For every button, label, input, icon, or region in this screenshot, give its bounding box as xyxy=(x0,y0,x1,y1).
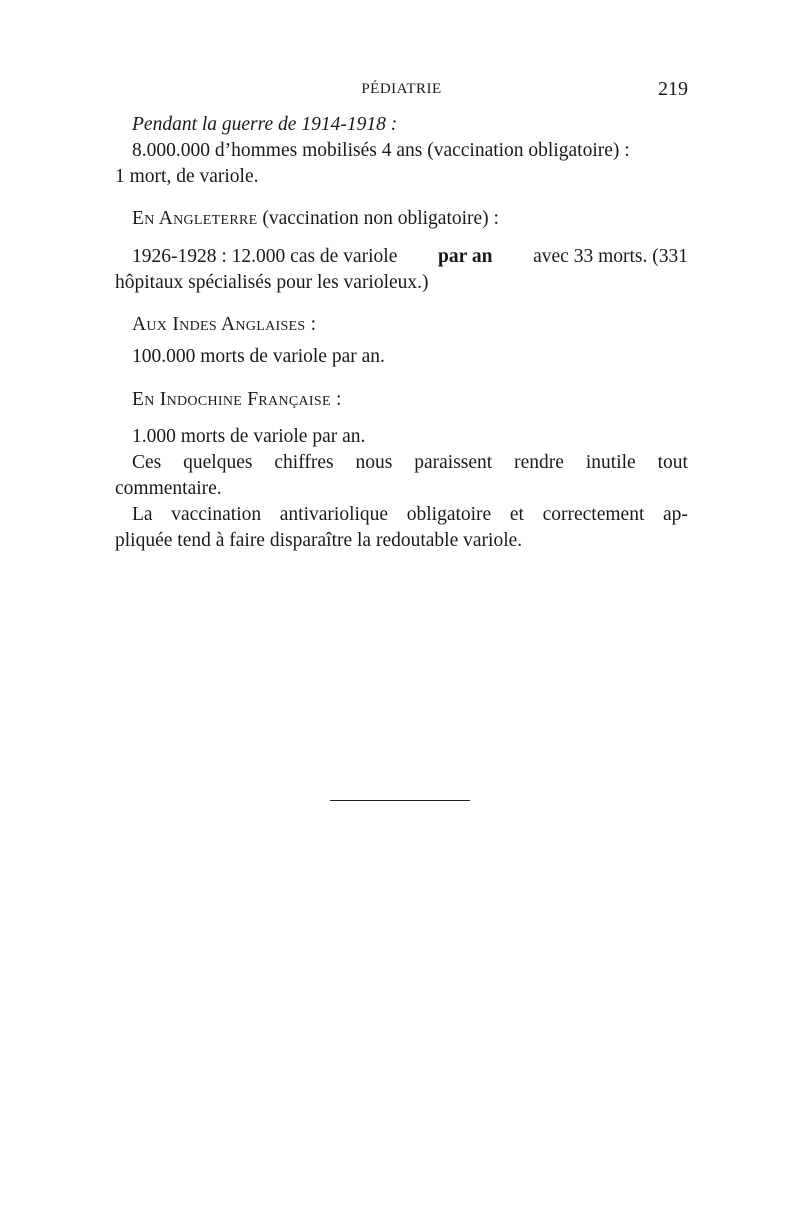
word: chiffres xyxy=(274,452,334,473)
word: vaccination xyxy=(171,504,262,525)
india-line-1: 100.000 morts de variole par an. xyxy=(132,346,385,367)
word: nous xyxy=(355,452,393,473)
word: rendre xyxy=(514,452,564,473)
conclusion-p2-line-2: pliquée tend à faire disparaître la redoutable variole. xyxy=(115,530,523,551)
word: obligatoire xyxy=(406,504,492,525)
word: Ces xyxy=(132,452,162,473)
england-statistics xyxy=(115,244,688,296)
conclusion-p1-line-1 xyxy=(115,450,688,476)
war-heading: Pendant la guerre de 1914-1918 : xyxy=(132,114,398,135)
word: tout xyxy=(657,452,688,473)
page-number: 219 xyxy=(658,78,688,100)
word: et xyxy=(509,504,524,525)
section-england xyxy=(115,206,688,232)
word: correctement xyxy=(542,504,645,525)
word: antivariolique xyxy=(279,504,389,525)
england-heading-note: (vaccination non obligatoire) : xyxy=(262,208,499,229)
england-heading-country: En Angleterre xyxy=(132,208,258,229)
word: ap- xyxy=(663,504,688,525)
england-heading xyxy=(115,206,688,232)
chapter-title: PÉDIATRIE xyxy=(361,81,442,97)
section-india xyxy=(115,312,688,338)
indochina-heading: En Indochine Française : xyxy=(132,389,342,410)
conclusion-p1-line-2: commentaire. xyxy=(115,478,222,499)
india-statistics xyxy=(115,344,688,370)
indochina-statistics xyxy=(115,424,688,450)
england-line-1-bold: par an xyxy=(438,246,493,267)
england-line-1-start: 1926-1928 : 12.000 cas de variole xyxy=(132,246,398,267)
england-line-2: hôpitaux spécialisés pour les varioleux.) xyxy=(115,272,429,293)
end-rule xyxy=(330,800,470,801)
conclusion xyxy=(115,450,688,554)
running-head xyxy=(115,78,688,104)
england-line-1 xyxy=(115,244,688,270)
word: quelques xyxy=(183,452,253,473)
war-line-1: 8.000.000 d’hommes mobilisés 4 ans (vaccination obligatoire) : xyxy=(132,140,630,161)
word: La xyxy=(132,504,153,525)
indochina-line-1: 1.000 morts de variole par an. xyxy=(132,426,366,447)
section-war xyxy=(115,112,688,190)
conclusion-p2-line-1 xyxy=(115,502,688,528)
word: paraissent xyxy=(414,452,493,473)
word: inutile xyxy=(585,452,636,473)
section-indochina xyxy=(115,387,688,413)
war-line-2: 1 mort, de variole. xyxy=(115,166,259,187)
england-line-1-end: avec 33 morts. (331 xyxy=(533,246,688,267)
india-heading: Aux Indes Anglaises : xyxy=(132,314,317,335)
